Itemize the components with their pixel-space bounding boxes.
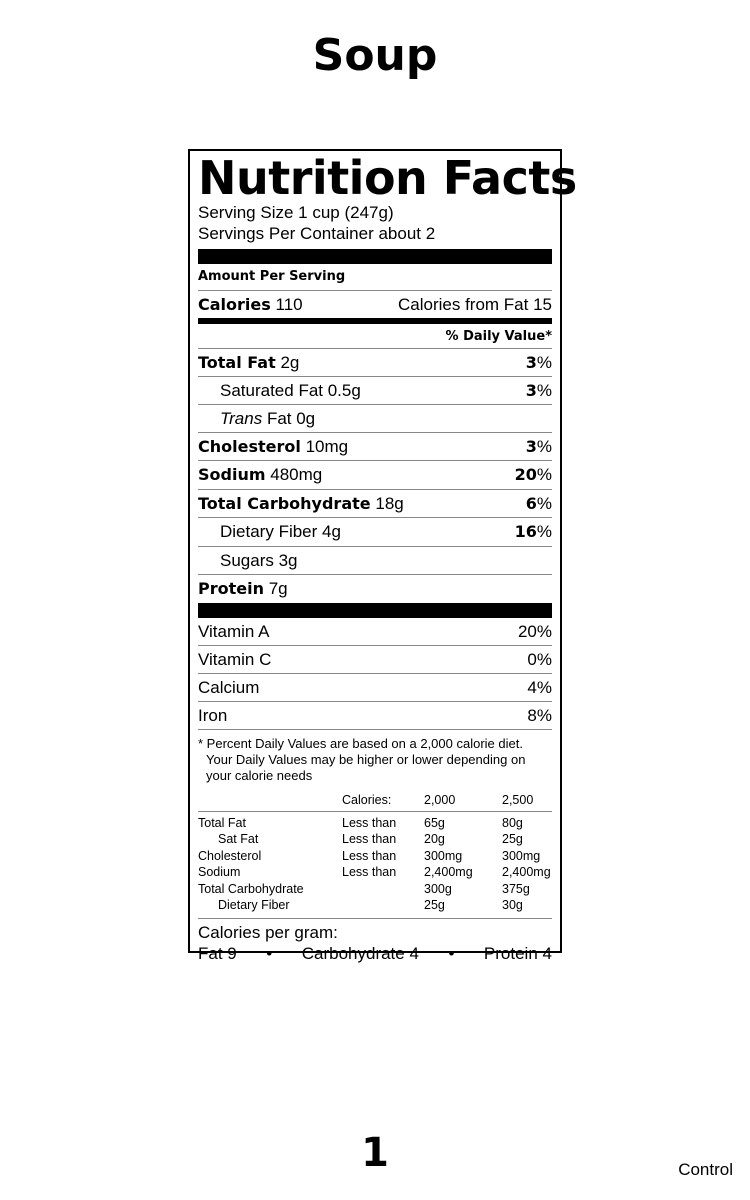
- table-row: [198, 897, 552, 914]
- vitamin-row: [198, 674, 552, 702]
- table-cell: [342, 897, 424, 914]
- nutrient-amount: 7g: [268, 579, 288, 598]
- footnote-line: * Percent Daily Values are based on a 2,000 calorie diet.: [198, 736, 523, 751]
- footnote-line: Your Daily Values may be higher or lower depending on: [206, 752, 526, 767]
- table-cell: 20g: [424, 832, 445, 846]
- nutrient-row-protein: [198, 575, 552, 603]
- vitamin-value: 20%: [517, 621, 552, 641]
- footnote-line: your calorie needs: [206, 768, 313, 783]
- condition-label: Control: [678, 1160, 733, 1179]
- calories-value: 110: [275, 294, 303, 314]
- calories-label: Calories: [198, 294, 271, 314]
- nutrient-dv: 3: [525, 436, 537, 456]
- daily-value-table: [198, 792, 552, 914]
- table-cell: Dietary Fiber: [218, 898, 290, 912]
- vitamin-row: [198, 618, 552, 646]
- calories-from-fat: Calories from Fat 15: [398, 294, 552, 314]
- serving-size: Serving Size 1 cup (247g): [198, 203, 394, 222]
- table-cell: 2,500: [502, 792, 552, 811]
- nutrient-name: Sodium: [198, 465, 266, 484]
- footnote: [198, 736, 552, 784]
- table-cell: Cholesterol: [198, 848, 262, 863]
- table-cell: [198, 792, 342, 811]
- thick-divider: [198, 603, 552, 618]
- calories-per-gram-values: [198, 943, 552, 964]
- vitamin-value: 8%: [527, 705, 552, 725]
- nutrient-dv: 20: [514, 465, 537, 484]
- nutrition-facts-label: [188, 149, 577, 963]
- table-cell: Total Fat: [198, 815, 246, 830]
- bullet: •: [266, 943, 273, 963]
- table-cell: [342, 881, 424, 898]
- nutrient-row-trans-fat: [198, 405, 552, 433]
- table-cell: 375g: [502, 881, 530, 896]
- nutrient-row-saturated-fat: Saturated Fat 0.5g 3%: [198, 377, 552, 405]
- table-row: [198, 881, 552, 898]
- vitamin-row: [198, 702, 552, 730]
- nutrient-row-total-fat: Total Fat 2g 3%: [198, 349, 552, 377]
- table-cell: 25g: [424, 898, 445, 912]
- table-cell: 30g: [502, 898, 523, 912]
- vitamin-value: 4%: [527, 677, 552, 697]
- table-row: [198, 864, 552, 881]
- carbohydrate-per-gram: Carbohydrate 4: [301, 943, 419, 963]
- nutrient-name: Protein: [198, 579, 264, 598]
- table-cell: Less than: [342, 815, 397, 830]
- daily-value-header: % Daily Value*: [198, 324, 552, 349]
- page-title: Soup: [312, 30, 438, 81]
- nutrient-dv: 3: [525, 380, 537, 400]
- table-cell: Less than: [342, 865, 397, 879]
- nutrient-name: Sugars 3g: [220, 550, 298, 570]
- table-cell: 2,400mg: [424, 865, 473, 879]
- nutrient-dv: 6: [525, 493, 537, 513]
- nutrient-row-sodium: Sodium 480mg 20%: [198, 461, 552, 490]
- vitamin-row: [198, 646, 552, 674]
- fat-per-gram: Fat 9: [198, 943, 237, 963]
- servings-per-container: Servings Per Container about 2: [198, 224, 436, 243]
- nutrient-name: Dietary Fiber 4g: [220, 522, 341, 541]
- nutrient-name: Cholesterol: [198, 436, 301, 456]
- nutrient-dv: 16: [514, 522, 537, 541]
- nutrient-name: Total Carbohydrate: [198, 493, 371, 513]
- calories-per-gram-title: Calories per gram:: [198, 922, 338, 942]
- table-cell: 25g: [502, 832, 523, 846]
- table-cell: 300mg: [502, 848, 541, 863]
- nutrient-dv: 3: [525, 352, 537, 372]
- table-cell: 80g: [502, 815, 523, 830]
- nutrient-amount: 480mg: [270, 465, 323, 484]
- vitamin-name: Iron: [198, 705, 228, 725]
- protein-per-gram: Protein 4: [483, 943, 552, 963]
- table-cell: 2,400mg: [502, 865, 551, 879]
- vitamin-name: Vitamin C: [198, 649, 272, 669]
- page-number: 1: [361, 1130, 389, 1176]
- table-row: [198, 848, 552, 865]
- table-header-row: [198, 792, 552, 811]
- nutrient-italic: Trans: [220, 408, 263, 428]
- calories-row: [198, 291, 552, 318]
- table-cell: Less than: [342, 848, 397, 863]
- nutrient-name: Fat 0g: [266, 408, 316, 428]
- vitamin-name: Calcium: [198, 677, 260, 697]
- nutrient-row-sugars: [198, 547, 552, 575]
- nutrient-row-total-carbohydrate: Total Carbohydrate 18g 6%: [198, 490, 552, 518]
- table-cell: Sat Fat: [218, 832, 259, 846]
- nutrient-amount: 10mg: [305, 436, 349, 456]
- thick-divider: [198, 249, 552, 264]
- table-cell: 65g: [424, 815, 445, 830]
- nutrient-name: Total Fat: [198, 352, 276, 372]
- nutrient-amount: 2g: [280, 352, 300, 372]
- nutrient-row-dietary-fiber: Dietary Fiber 4g 16%: [198, 518, 552, 547]
- nutrient-name: Saturated Fat 0.5g: [220, 380, 361, 400]
- vitamin-value: 0%: [527, 649, 552, 669]
- table-cell: 300mg: [424, 848, 463, 863]
- table-cell: 2,000: [424, 792, 502, 811]
- nutrient-row-cholesterol: Cholesterol 10mg 3%: [198, 433, 552, 461]
- table-cell: Calories:: [342, 792, 424, 811]
- label-headline: Nutrition Facts: [198, 151, 577, 205]
- table-cell: Total Carbohydrate: [198, 881, 304, 896]
- table-cell: Less than: [342, 832, 397, 846]
- bullet: •: [448, 943, 455, 963]
- vitamin-name: Vitamin A: [198, 621, 270, 641]
- nutrient-amount: 18g: [375, 493, 404, 513]
- table-row: [198, 811, 552, 831]
- calories-per-gram: [198, 918, 552, 964]
- amount-per-serving: Amount Per Serving: [198, 264, 552, 291]
- table-cell: Sodium: [198, 865, 241, 879]
- table-cell: 300g: [424, 881, 452, 896]
- table-row: [198, 831, 552, 848]
